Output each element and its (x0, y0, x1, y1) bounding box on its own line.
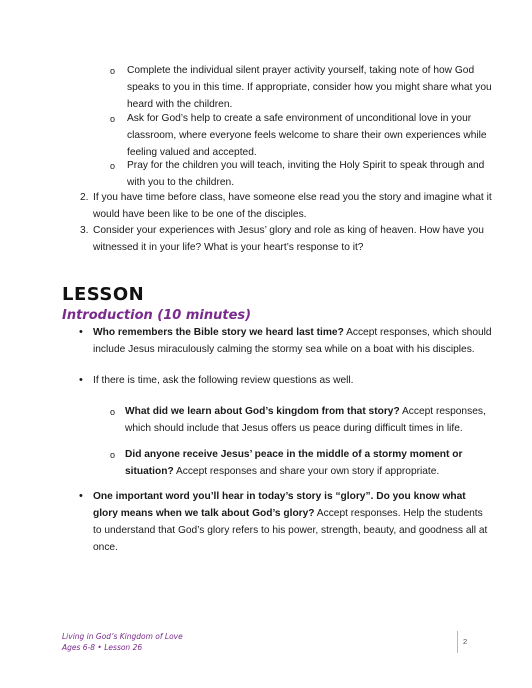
footer-subtitle: Ages 6-8 • Lesson 26 (62, 643, 143, 652)
text-line (93, 505, 487, 522)
list-number: 2. (80, 192, 89, 203)
text-line (125, 463, 462, 480)
bullet-marker: • (79, 374, 83, 386)
bold-question: Who remembers the Bible story we heard last time? (93, 327, 344, 338)
text-line: If you have time before class, have someone else read you the story and imagine what it (93, 192, 492, 203)
lesson-heading: LESSON (62, 284, 145, 305)
section-heading: Introduction (10 minutes) (62, 308, 252, 323)
bold-question: One important word you’ll hear in today’s story is “glory”. Do you know what (93, 491, 466, 502)
text-line: to understand that God’s glory refers to his power, strength, beauty, and goodness all at (93, 525, 488, 536)
footer-title: Living in God’s Kingdom of Love (62, 632, 183, 641)
text-line: classroom, where everyone feels welcome to share their own experiences while (127, 130, 487, 141)
sub-bullet-marker: o (110, 407, 116, 417)
numbered-item-2 (93, 189, 492, 223)
intro-bullet-2 (93, 372, 353, 389)
text-line: Consider your experiences with Jesus’ glory and role as king of heaven. How have you (93, 225, 484, 236)
bullet-marker: • (79, 326, 83, 338)
response-text: Accept responses, which should (343, 327, 492, 338)
text-line (93, 488, 487, 505)
intro-bullet-3 (93, 488, 487, 556)
bold-question: situation? (125, 466, 174, 477)
text-line: Ask for God’s help to create a safe environment of unconditional love in your (127, 113, 472, 124)
numbered-item-3 (93, 222, 484, 256)
text-line: If there is time, ask the following review questions as well. (93, 375, 354, 386)
intro-sub-question-1 (125, 403, 486, 437)
list-number: 3. (80, 225, 89, 236)
bold-question: What did we learn about God’s kingdom from that story? (125, 406, 400, 417)
text-line: Complete the individual silent prayer activity yourself, taking note of how God (127, 65, 475, 76)
text-line (93, 324, 492, 341)
intro-bullet-1 (93, 324, 492, 358)
text-line (125, 446, 462, 463)
sub-bullet-marker: o (110, 114, 116, 124)
bullet-marker: • (79, 490, 83, 502)
prep-sub-item-2 (127, 110, 487, 161)
text-line: speaks to you in this time. If appropriate, consider how you might share what you (127, 82, 492, 93)
text-line: include Jesus miraculously calming the stormy sea while on a boat with his disciples. (93, 344, 475, 355)
bold-question: Did anyone receive Jesus’ peace in the middle of a stormy moment or (125, 449, 463, 460)
response-text: Accept responses. Help the students (314, 508, 483, 519)
sub-bullet-marker: o (110, 450, 116, 460)
response-text: Accept responses and share your own story if appropriate. (173, 466, 440, 477)
bold-question: glory means when we talk about God’s glory? (93, 508, 315, 519)
footer-divider (457, 631, 458, 653)
page-footer (62, 631, 183, 653)
text-line: would have been like to be one of the disciples. (93, 209, 307, 220)
text-line: with you to the children. (127, 177, 235, 188)
text-line: heard with the children. (127, 99, 233, 110)
sub-bullet-marker: o (110, 66, 116, 76)
text-line: feeling valued and accepted. (127, 147, 257, 158)
intro-sub-question-2 (125, 446, 462, 480)
text-line: Pray for the children you will teach, inviting the Holy Spirit to speak through and (127, 160, 485, 171)
text-line: witnessed it in your life? What is your heart’s response to it? (93, 242, 364, 253)
text-line: once. (93, 542, 118, 553)
text-line (125, 403, 486, 420)
page-number: 2 (463, 637, 468, 646)
prep-sub-item-3 (127, 157, 484, 191)
text-line: which should include that Jesus offers us peace during difficult times in life. (125, 423, 463, 434)
prep-sub-item-1 (127, 62, 492, 113)
response-text: Accept responses, (399, 406, 486, 417)
sub-bullet-marker: o (110, 161, 116, 171)
